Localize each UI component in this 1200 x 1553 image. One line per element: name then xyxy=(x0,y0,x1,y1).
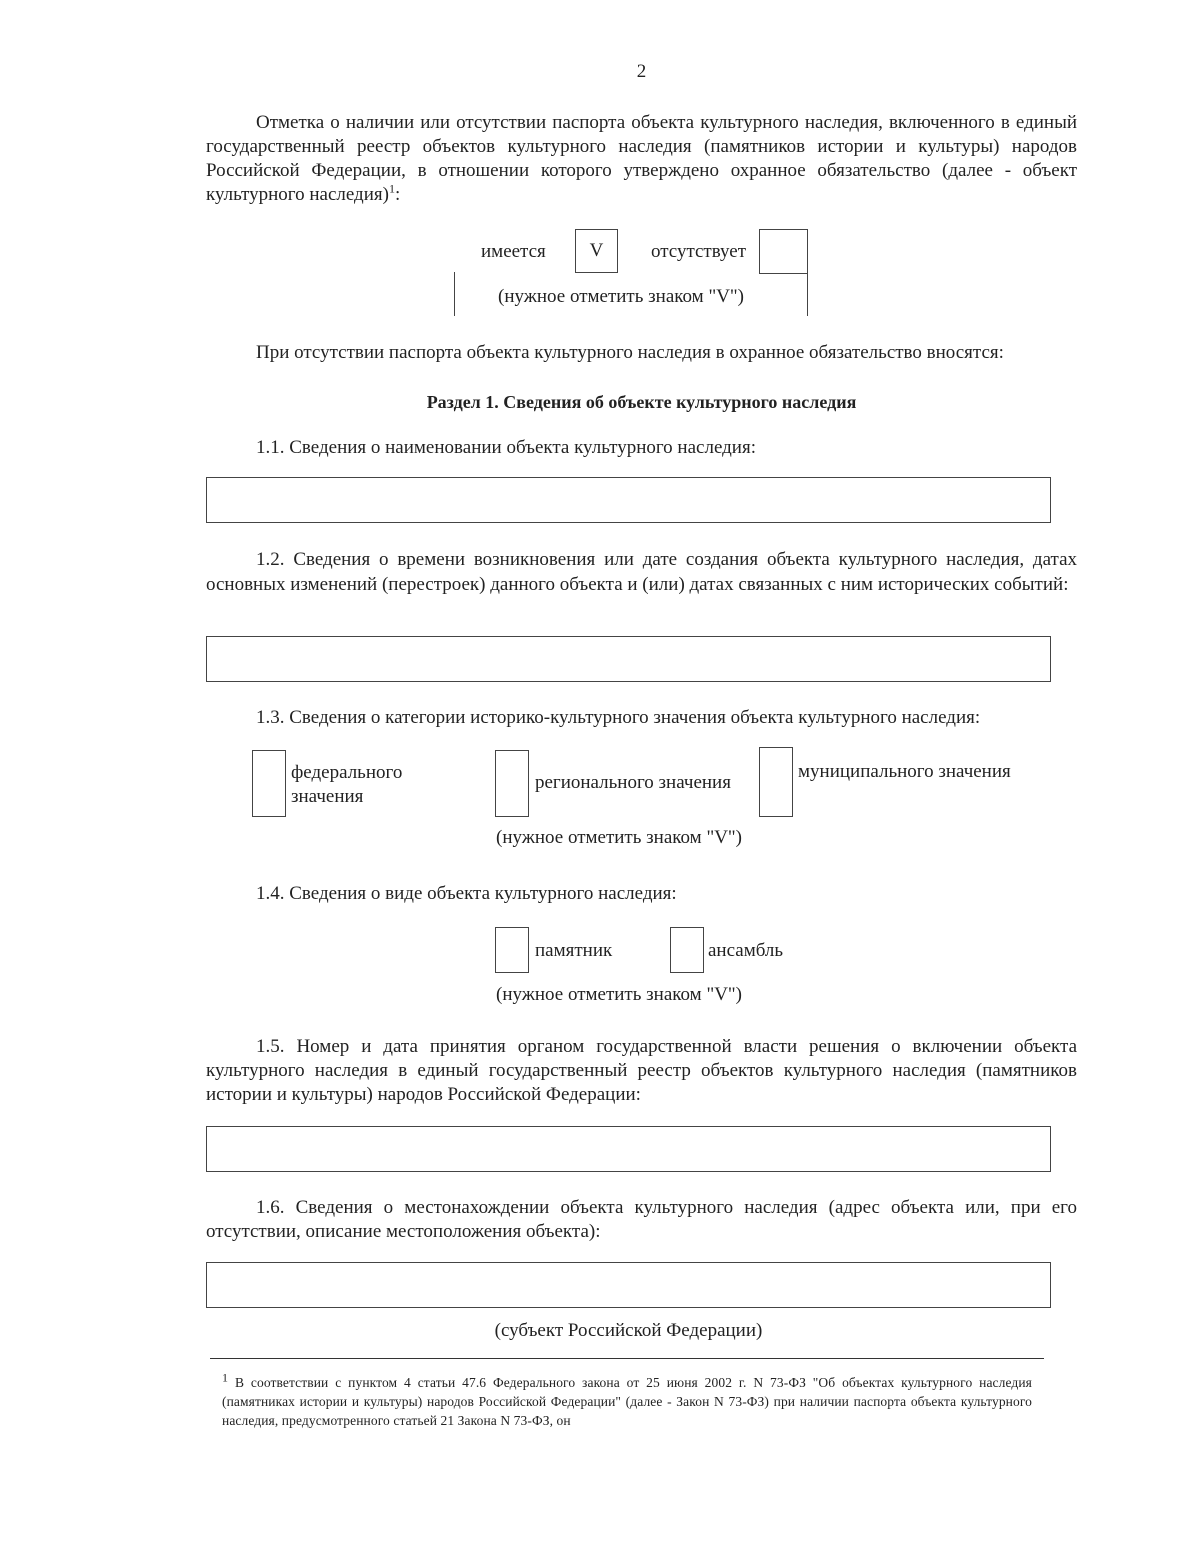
category-federal-checkbox[interactable] xyxy=(252,750,286,817)
footnote-marker: 1 xyxy=(222,1370,229,1385)
type-monument-checkbox[interactable] xyxy=(495,927,529,973)
item-1-6-caption: (субъект Российской Федерации) xyxy=(494,1320,763,1341)
footnote-text: В соответствии с пунктом 4 статьи 47.6 Федерального закона от 25 июня 2002 г. N 73-ФЗ "Об объектах культурного наследия (памятниках истории и культуры) народов Российской Федерации" (далее - Закон N 73-ФЗ) при наличии паспорта объекта культурного наследия, предусмотренного статьей 21 Закона N 73-ФЗ, он xyxy=(222,1375,1032,1428)
category-regional-label: регионального значения xyxy=(535,772,731,793)
type-ensemble-label: ансамбль xyxy=(708,940,784,961)
passport-absent-label: отсутствует xyxy=(651,241,747,262)
item-1-6-field[interactable] xyxy=(206,1262,1051,1308)
passport-has-label: имеется xyxy=(481,241,546,262)
item-1-5-field[interactable] xyxy=(206,1126,1051,1172)
passport-absent-checkbox[interactable] xyxy=(759,229,808,274)
item-1-2-label: 1.2. Сведения о времени возникновения или дате создания объекта культурного наследия, датах основных изменений (перестроек) данного объекта и (или) датах связанных с ним исторических событий: xyxy=(206,549,1077,595)
item-1-1-label: 1.1. Сведения о наименовании объекта культурного наследия: xyxy=(256,437,756,458)
passport-frame-right xyxy=(807,272,808,316)
item-1-4-label: 1.4. Сведения о виде объекта культурного наследия: xyxy=(256,883,677,904)
type-monument-label: памятник xyxy=(535,940,613,961)
passport-frame-left xyxy=(454,272,455,316)
intro-text: Отметка о наличии или отсутствии паспорта объекта культурного наследия, включенного в единый государственный реестр объектов культурного наследия (памятников истории и культуры) народов Российской Федерации, в отношении которого утверждено охранное обязательство (далее - объект культурного наследия) xyxy=(206,112,1077,205)
item-1-2-field[interactable] xyxy=(206,636,1051,682)
item-1-6-label: 1.6. Сведения о местонахождении объекта культурного наследия (адрес объекта или, при его отсутствии, описание местоположения объекта): xyxy=(206,1197,1077,1242)
category-federal-label: федерального значения xyxy=(291,762,403,807)
passport-has-checkbox[interactable]: V xyxy=(575,229,618,273)
category-regional-checkbox[interactable] xyxy=(495,750,529,817)
category-municipal-label: муниципального значения xyxy=(798,761,1011,782)
item-1-3-label: 1.3. Сведения о категории историко-культурного значения объекта культурного наследия: xyxy=(256,707,981,728)
absence-text: При отсутствии паспорта объекта культурного наследия в охранное обязательство вносятся: xyxy=(256,342,1004,363)
section-1-title: Раздел 1. Сведения об объекте культурного наследия xyxy=(426,392,857,412)
item-1-5-label: 1.5. Номер и дата принятия органом государственной власти решения о включении объекта культурного наследия в единый государственный реестр объектов культурного наследия (памятников истории и культуры) народов Российской Федерации: xyxy=(206,1036,1077,1105)
category-municipal-checkbox[interactable] xyxy=(759,747,793,817)
item-1-4-note: (нужное отметить знаком "V") xyxy=(496,984,742,1005)
item-1-3-note: (нужное отметить знаком "V") xyxy=(496,827,742,848)
footnote-separator xyxy=(210,1358,1044,1359)
page-number: 2 xyxy=(636,61,647,82)
intro-paragraph xyxy=(206,111,1077,207)
item-1-1-field[interactable] xyxy=(206,477,1051,523)
type-ensemble-checkbox[interactable] xyxy=(670,927,704,973)
intro-suffix: : xyxy=(394,184,401,205)
footnote-reference[interactable]: 1 xyxy=(388,181,395,196)
passport-note: (нужное отметить знаком "V") xyxy=(498,286,744,307)
footnote xyxy=(222,1370,1032,1430)
